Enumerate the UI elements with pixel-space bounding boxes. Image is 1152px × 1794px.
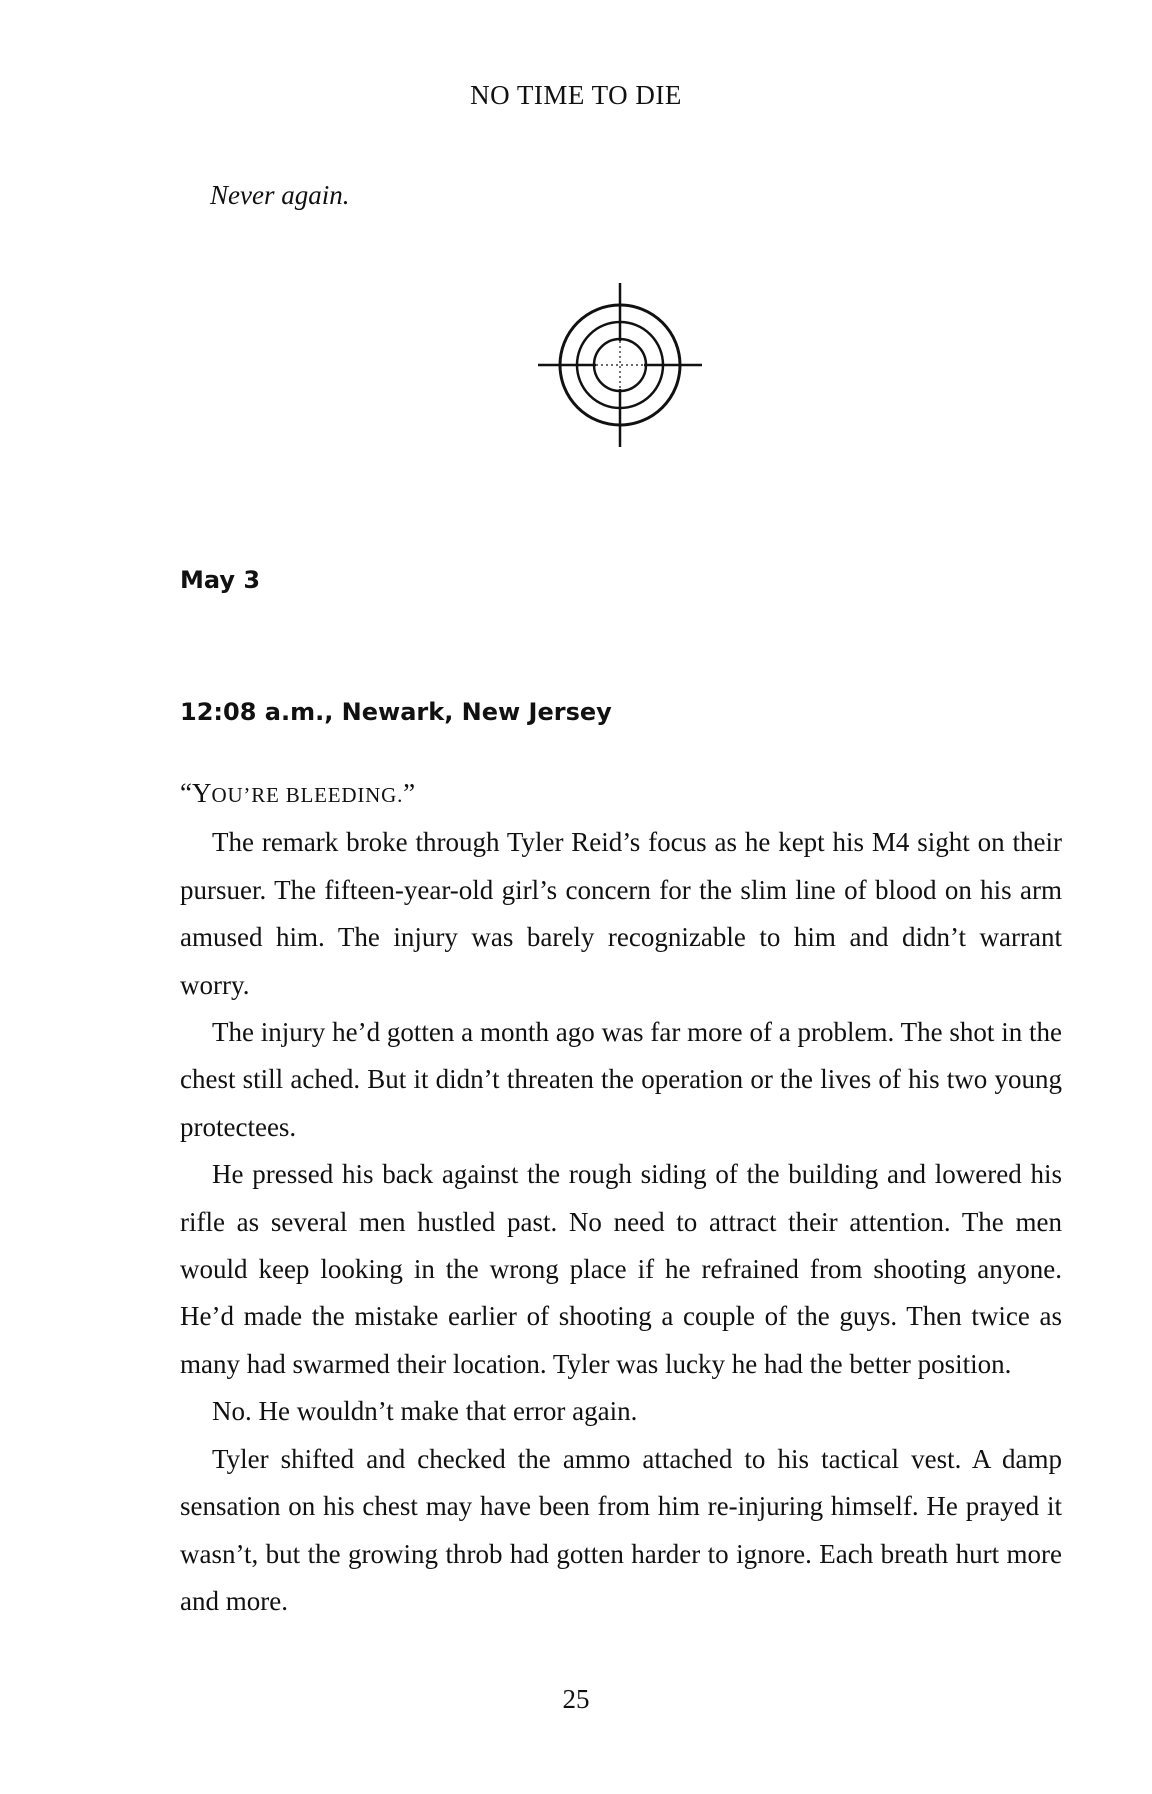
date-heading: May 3 bbox=[180, 566, 261, 594]
running-head: NO TIME TO DIE bbox=[470, 80, 682, 110]
body-text bbox=[180, 770, 1062, 1625]
paragraph: The injury he’d gotten a month ago was far more of a problem. The shot in the chest still ached. But it didn’t threaten the operation or the lives of his two young protectees. bbox=[180, 1017, 1062, 1142]
small-caps-text: OU’RE BLEEDING. bbox=[211, 783, 404, 807]
time-location-heading: 12:08 a.m., Newark, New Jersey bbox=[180, 698, 612, 726]
opening-line bbox=[180, 770, 1062, 819]
cap-initial: Y bbox=[191, 778, 212, 808]
crosshair-icon bbox=[538, 283, 702, 447]
page-number: 25 bbox=[562, 1684, 590, 1714]
paragraph: He pressed his back against the rough siding of the building and lowered his rifle as several men hustled past. No need to attract their attention. The men would keep looking in the wrong place if he refrained from shooting anyone. He’d made the mistake earlier of shooting a couple of the guys. Then twice as many had swarmed their location. Tyler was lucky he had the better position. bbox=[180, 1159, 1062, 1379]
open-quote: “ bbox=[180, 778, 192, 808]
paragraph: The remark broke through Tyler Reid’s focus as he kept his M4 sight on their pursuer. The fifteen-year-old girl’s concern for the slim line of blood on his arm amused him. The injury was barely recognizable to him and didn’t warrant worry. bbox=[180, 827, 1062, 1000]
close-quote: ” bbox=[403, 778, 416, 808]
paragraph: Tyler shifted and checked the ammo attached to his tactical vest. A damp sensation on his chest may have been from him re-injuring himself. He prayed it wasn’t, but the growing throb had gotten harder to ignore. Each breath hurt more and more. bbox=[180, 1443, 1062, 1616]
epigraph: Never again. bbox=[210, 180, 350, 210]
paragraph: No. He wouldn’t make that error again. bbox=[212, 1396, 638, 1427]
